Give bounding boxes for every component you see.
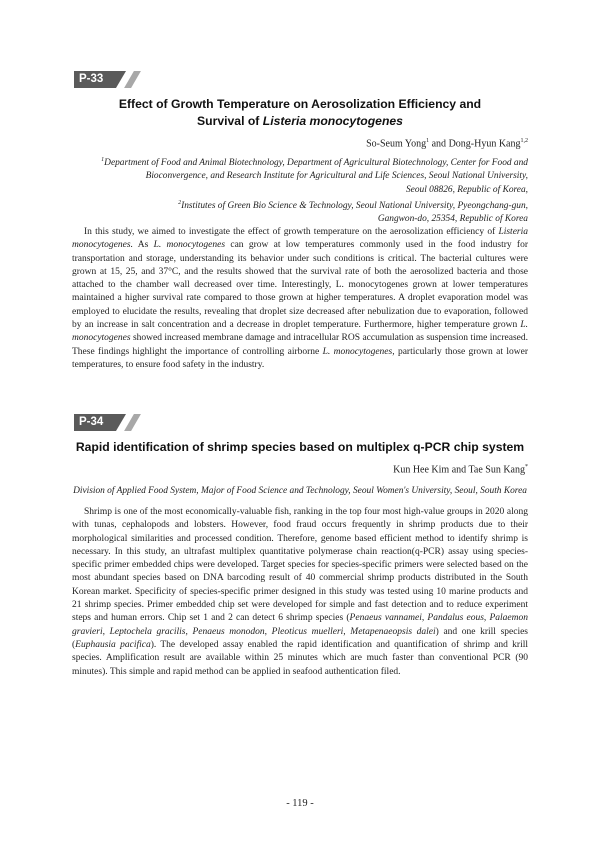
page-number: - 119 -: [286, 798, 314, 809]
italic-text-segment: Penaeus monodon: [192, 626, 265, 637]
text-segment: As: [132, 240, 154, 251]
italic-text-segment: Pandalus eous: [427, 613, 484, 624]
affiliation-line: Bioconvergence, and Research Institute for Agricultural and Life Sciences, Seoul National University,: [145, 171, 528, 182]
abstract-title: Effect of Growth Temperature on Aerosolization Efficiency and Survival of Listeria monocytogenes: [118, 97, 482, 128]
text-segment: ). The developed assay enabled the rapid identification and quantification of shrimp and krill species. Amplification result are available within 25 minutes which are much faster than conventional PCR (90 minutes). This simple and rapid method can be applied in seafood authentication filed.: [72, 639, 528, 677]
affiliation-line: $^1$Department of Food and Animal Biotechnology, Department of Agricultural Biotechnology, Center for Food and: [101, 157, 528, 169]
text-segment: ,: [421, 613, 428, 624]
abstract-badge: P-34: [74, 414, 116, 431]
italic-text-segment: Palaemon gravieri: [72, 613, 529, 637]
abstract-affiliation: Division of Applied Food System, Major of Food Science and Technology, Seoul Women's University, Seoul, South Korea: [73, 486, 527, 496]
abstract-authors: Kun Hee Kim and Tae Sun Kang*: [393, 464, 528, 476]
text-segment: showed increased membrane damage and intracellular ROS accumulation as suspension time increased. These findings highlight the importance of controlling airborne: [72, 333, 528, 357]
italic-text-segment: Pleoticus muelleri: [271, 626, 344, 637]
text-segment: ,: [483, 613, 490, 624]
abstract-badge: P-33: [74, 71, 116, 88]
abstract-body: [72, 506, 528, 679]
abstract-title: Rapid identification of shrimp species based on multiplex q-PCR chip system: [75, 440, 525, 454]
text-segment: ,: [343, 626, 351, 637]
affiliation-line: Seoul 08826, Republic of Korea,: [405, 184, 528, 195]
text-segment: can grow at low temperatures commonly used in the food industry for transportation and storage, understanding its behavior under such conditions is critical. The bacterial cultures were grown at 15, 25, and 37°C, and the results showed that the survival rate of both the aerosolized bacteria and those attached to the chamber wall decreased over time. Interestingly, L. monocytogenes grown at lower temperatures maintained a higher survival rate compared to those grown at higher temperatures. A droplet evaporation model was employed to elucidate the results, revealing that droplet size decreased after nebulization due to evaporation, followed by an increase in salt concentration and a decrease in droplet temperature. Furthermore, higher temperature grown: [72, 240, 528, 331]
italic-text-segment: Euphausia pacifica: [75, 639, 151, 650]
text-segment: Shrimp is one of the most economically-valuable fish, ranking in the top four most high-value groups in 2020 along with tunas, cephalopods and lobsters. However, food fraud occurs frequently in shrimp products due to their morphological similarities and processed condition. Therefore, genome based efficient method to identify shrimp is necessary. In this study, an ultrafast multiplex quantitative polymerase chain reaction(q-PCR) assay using species-specific primer embedded chips were developed. Target species for species-specific primers were selected based on the most abundant species based on DNA barcoding result of 40 commercial shrimp products distributed in the South Korean market. Specificity of species-specific primer designed in this study was tested using 10 marine products and 21 shrimp species. Primer embedded chip set were developed for simple and fast detection and to reduce experiment steps and human errors. Chip set 1 and 2 can detect 6 shrimp species (: [72, 507, 528, 624]
text-segment: In this study, we aimed to investigate the effect of growth temperature on the aerosolization efficiency of: [84, 227, 499, 237]
italic-text-segment: Penaeus vannamei: [349, 613, 422, 624]
italic-text-segment: L. monocytogenes: [153, 240, 226, 251]
text-segment: particularly those grown at lower temperatures, to ensure food safety in the industry.: [72, 346, 528, 370]
italic-text-segment: L. monocytogenes: [72, 320, 528, 344]
text-segment: ,: [185, 626, 193, 637]
affiliation-line: Gangwon-do, 25354, Republic of Korea: [377, 214, 528, 225]
text-segment: ,: [264, 626, 272, 637]
italic-text-segment: Listeria monocytogenes.: [72, 227, 528, 251]
italic-text-segment: Metapenaeopsis dalei: [350, 626, 436, 637]
italic-text-segment: L. monocytogenes,: [322, 346, 395, 357]
abstract-body: [72, 226, 528, 372]
text-segment: ) and one krill species (: [72, 626, 529, 650]
text-segment: ,: [102, 626, 110, 637]
abstract-affiliations: [88, 154, 528, 226]
affiliation-line: $^2$Institutes of Green Bio Science & Technology, Seoul National University, Pyeongchang-gun,: [178, 199, 528, 211]
abstract-authors: So-Seum Yong$^1$ and Dong-Hyun Kang$^{1,2}$: [366, 138, 528, 150]
italic-text-segment: Leptochela gracilis: [109, 626, 186, 637]
